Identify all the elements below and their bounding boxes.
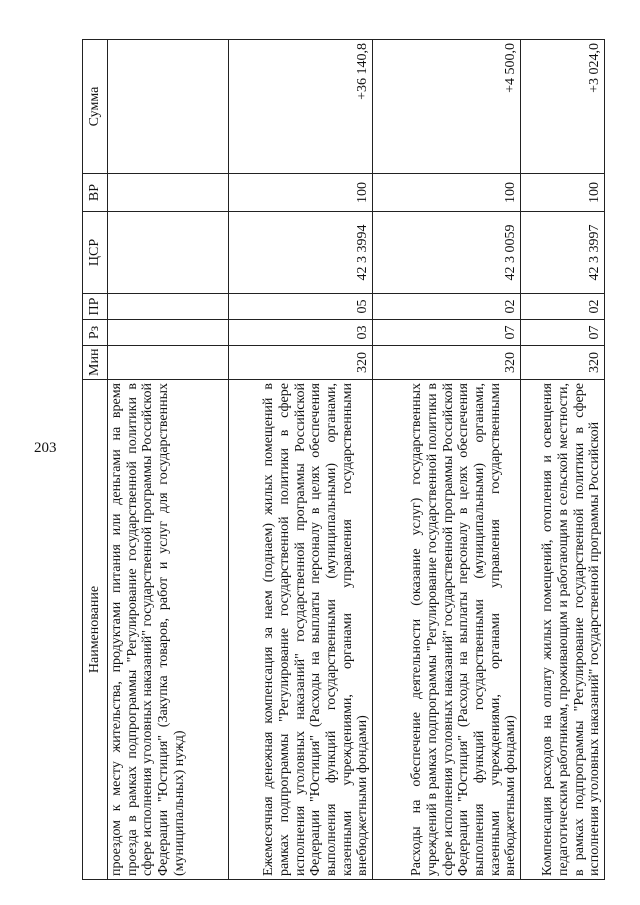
header-rz: Рз: [83, 320, 108, 346]
row-rz: 07: [373, 320, 521, 346]
row-name: Ежемесячная денежная компенсация за наем (поднаем) жилых помещений в рамках подпрограммы "Регулирование государственной политики в сфере исполнения уголовных наказаний" государственной программы Российской Федерации "Юстиция" (Расходы на выплаты персоналу в целях обеспечения выполнения функций государственными (муниципальными) органами, казенными учреждениями, органами управления государственными внебюджетными фондами): [229, 380, 373, 880]
row-vr: 100: [373, 174, 521, 212]
row-rz: [108, 320, 229, 346]
header-csr: ЦСР: [83, 212, 108, 294]
row-sum: [108, 40, 229, 174]
row-vr: 100: [229, 174, 373, 212]
row-csr: 42 3 3997: [521, 212, 605, 294]
row-sum: +4 500,0: [373, 40, 521, 174]
budget-table: [82, 39, 605, 880]
row-name: проездом к месту жительства, продуктами питания или деньгами на время проезда в рамках подпрограммы "Регулирование государственной политики в сфере исполнения уголовных наказаний" государственной программы Российской Федерации "Юстиция" (Закупка товаров, работ и услуг для государственных (муниципальных) нужд): [108, 380, 229, 880]
header-vr: ВР: [83, 174, 108, 212]
rotated-table-container: [82, 40, 602, 880]
row-sum: +3 024,0: [521, 40, 605, 174]
row-name: Компенсация расходов на оплату жилых помещений, отопления и освещения педагогическим работникам, проживающим и работающим в сельской местности, в рамках подпрограммы "Регулирование государственной политики в сфере исполнения уголовных наказаний" государственной программы Российской: [521, 380, 605, 880]
row-vr: [108, 174, 229, 212]
row-vr: 100: [521, 174, 605, 212]
row-min: 320: [373, 346, 521, 380]
table-row: [373, 40, 521, 880]
table-row: [521, 40, 605, 880]
row-min: [108, 346, 229, 380]
row-csr: 42 3 0059: [373, 212, 521, 294]
row-sum: +36 140,8: [229, 40, 373, 174]
row-rz: 03: [229, 320, 373, 346]
row-csr: 42 3 3994: [229, 212, 373, 294]
row-min: 320: [521, 346, 605, 380]
row-pr: 02: [521, 294, 605, 320]
row-csr: [108, 212, 229, 294]
header-min: Мин: [83, 346, 108, 380]
header-sum: Сумма: [83, 40, 108, 174]
row-min: 320: [229, 346, 373, 380]
row-pr: 05: [229, 294, 373, 320]
row-name: Расходы на обеспечение деятельности (оказание услуг) государственных учреждений в рамках подпрограммы "Регулирование государственной политики в сфере исполнения уголовных наказаний" государственной программы Российской Федерации "Юстиция" (Расходы на выплаты персоналу в целях обеспечения выполнения функций государственными (муниципальными) органами, казенными учреждениями, органами управления государственными внебюджетными фондами): [373, 380, 521, 880]
table-row: [229, 40, 373, 880]
row-pr: 02: [373, 294, 521, 320]
table-row: [108, 40, 229, 880]
row-pr: [108, 294, 229, 320]
header-name: Наименование: [83, 380, 108, 880]
header-pr: ПР: [83, 294, 108, 320]
table-header-row: [83, 40, 108, 880]
row-rz: 07: [521, 320, 605, 346]
page-number: 203: [34, 440, 57, 456]
